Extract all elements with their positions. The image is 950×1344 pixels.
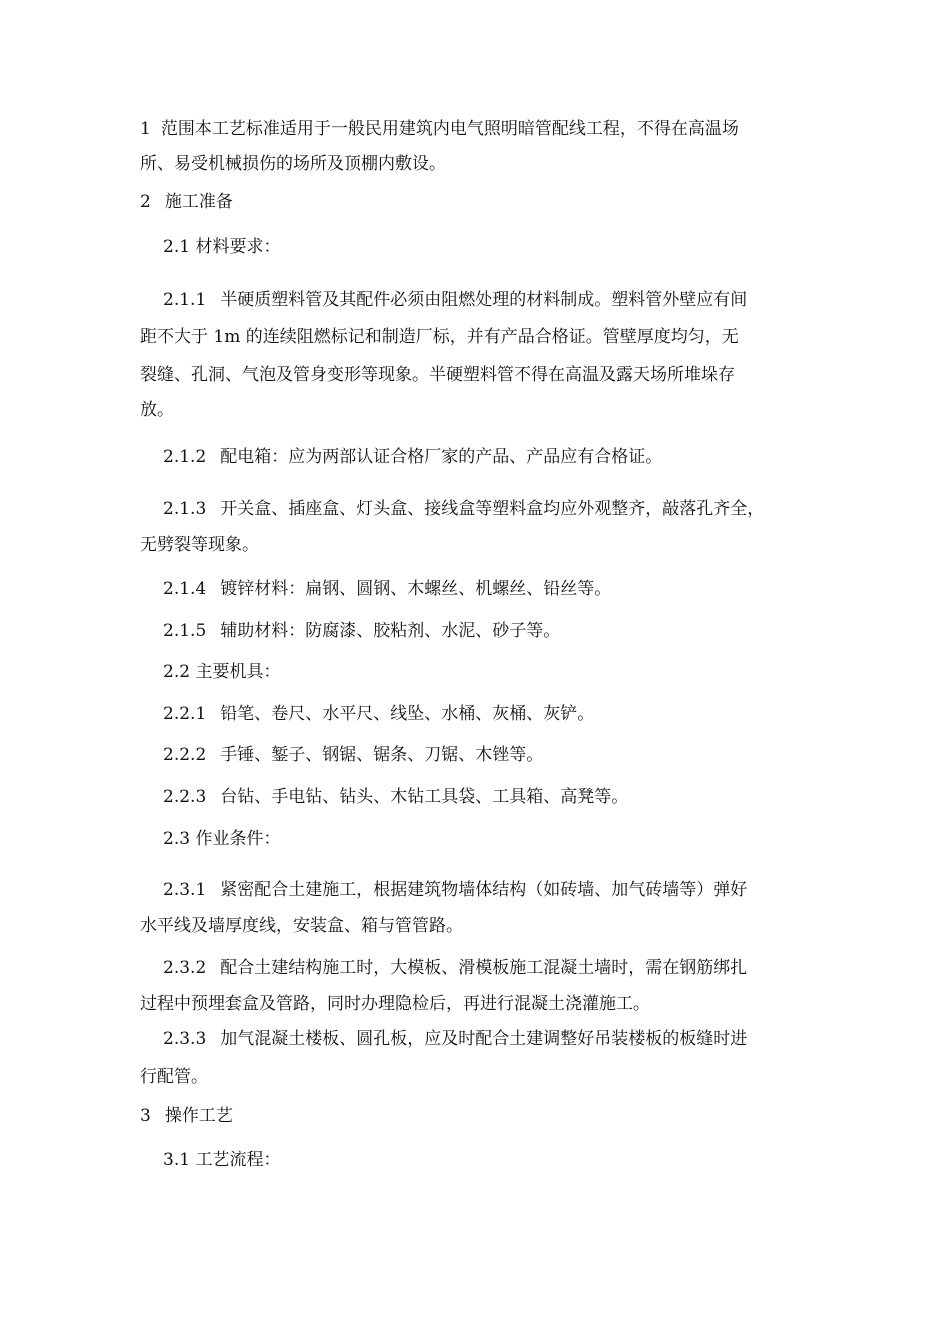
item-text: 台钻、手电钻、钻头、木钻工具袋、工具箱、高凳等。 [220,787,629,807]
item-2-3-3-line-2: 行配管。 [140,1067,208,1087]
item-number: 2.3.2 [163,958,207,978]
item-text: 配电箱：应为两部认证合格厂家的产品、产品应有合格证。 [220,447,663,467]
item-text: 手锤、錾子、钢锯、锯条、刀锯、木锉等。 [220,745,544,765]
item-2-1-1-line-2: 距不大于 1m 的连续阻燃标记和制造厂标，并有产品合格证。管壁厚度均匀，无 [140,327,739,347]
section-number: 2 [140,192,151,212]
item-2-3-3-line-1 [163,1028,820,1050]
item-number: 2.1.4 [163,579,207,599]
section-title: 操作工艺 [164,1106,233,1126]
section-3-heading [140,1105,820,1127]
item-number: 2.1.2 [163,447,207,467]
subsection-2-1-heading: 2.1 材料要求： [163,237,281,257]
item-text: 镀锌材料：扁钢、圆钢、木螺丝、机螺丝、铅丝等。 [220,579,612,599]
item-number: 2.3.3 [163,1029,207,1049]
subsection-2-3-heading: 2.3 作业条件： [163,829,281,849]
item-2-3-2-line-2: 过程中预埋套盒及管路，同时办理隐检后，再进行混凝土浇灌施工。 [140,994,650,1014]
section-number: 3 [140,1106,151,1126]
item-2-1-2 [163,446,820,468]
section-2-heading [140,191,820,213]
item-2-1-1-line-3: 裂缝、孔洞、气泡及管身变形等现象。半硬塑料管不得在高温及露天场所堆垛存 [140,365,735,385]
item-number: 2.2.2 [163,745,207,765]
subsection-2-2-heading: 2.2 主要机具： [163,662,281,682]
item-number: 2.1.1 [163,290,207,310]
item-2-2-1 [163,703,820,725]
item-text: 半硬质塑料管及其配件必须由阻燃处理的材料制成。塑料管外壁应有间 [220,290,748,310]
section-1-line-1 [140,118,820,140]
item-text: 辅助材料：防腐漆、胶粘剂、水泥、砂子等。 [220,621,561,641]
subsection-3-1-heading: 3.1 工艺流程： [163,1150,281,1170]
section-text: 范围本工艺标准适用于一般民用建筑内电气照明暗管配线工程，不得在高温场 [160,119,739,139]
item-2-1-1-line-4: 放。 [140,400,174,420]
item-number: 2.3.1 [163,880,207,900]
item-text: 配合土建结构施工时，大模板、滑模板施工混凝土墙时，需在钢筋绑扎 [220,958,748,978]
item-text: 紧密配合土建施工，根据建筑物墙体结构（如砖墙、加气砖墙等）弹好 [220,880,748,900]
section-title: 施工准备 [164,192,233,212]
item-2-1-3-line-1 [163,498,820,520]
item-number: 2.2.1 [163,704,207,724]
item-2-2-2 [163,744,820,766]
item-2-1-3-line-2: 无劈裂等现象。 [140,535,259,555]
section-1-line-2: 所、易受机械损伤的场所及顶棚内敷设。 [140,154,446,174]
item-text: 铅笔、卷尺、水平尺、线坠、水桶、灰桶、灰铲。 [220,704,595,724]
section-number: 1 [140,119,151,139]
item-number: 2.1.3 [163,499,207,519]
item-2-1-1-line-1 [163,289,820,311]
item-2-3-1-line-1 [163,879,820,901]
item-2-1-4 [163,578,820,600]
item-text: 加气混凝土楼板、圆孔板，应及时配合土建调整好吊装楼板的板缝时进 [220,1029,748,1049]
item-2-2-3 [163,786,820,808]
item-number: 2.2.3 [163,787,207,807]
item-2-1-5 [163,620,820,642]
item-2-3-2-line-1 [163,957,820,979]
item-number: 2.1.5 [163,621,207,641]
item-text: 开关盒、插座盒、灯头盒、接线盒等塑料盒均应外观整齐，敲落孔齐全， [220,499,765,519]
item-2-3-1-line-2: 水平线及墙厚度线，安装盒、箱与管管路。 [140,916,463,936]
